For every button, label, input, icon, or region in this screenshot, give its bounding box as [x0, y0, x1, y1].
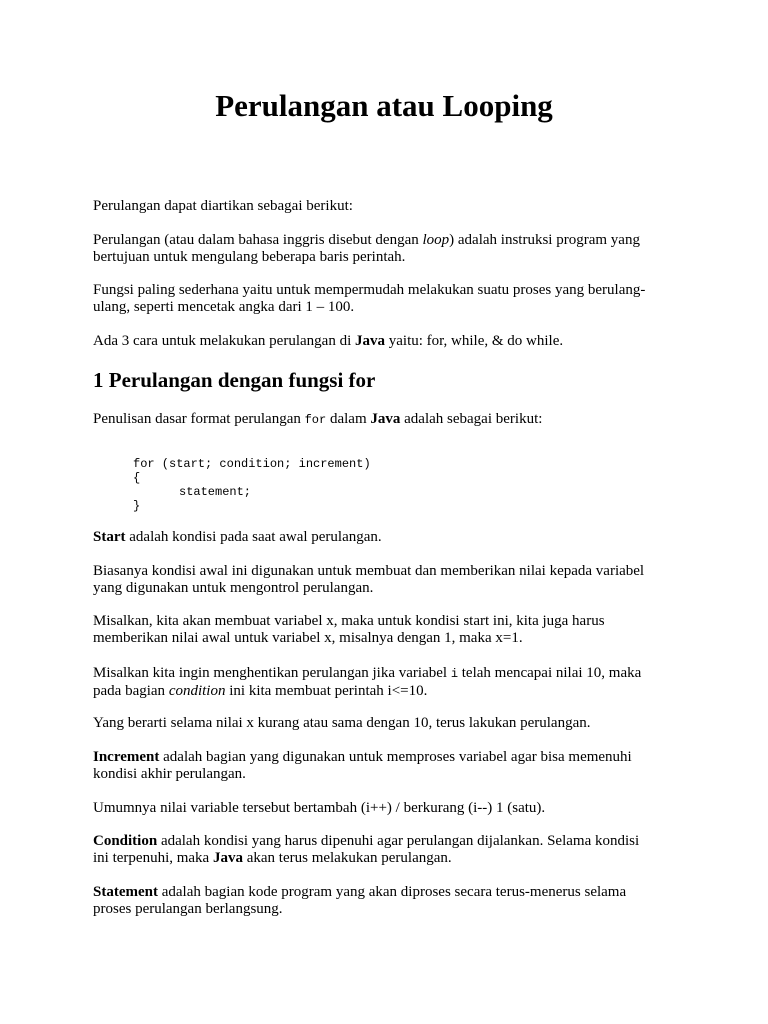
paragraph-line	[93, 749, 683, 766]
paragraph-three-ways	[93, 333, 683, 350]
code-line: statement;	[179, 485, 252, 499]
section-heading-for: 1 Perulangan dengan fungsi for	[93, 368, 376, 392]
text-run: telah mencapai nilai 10, maka	[458, 665, 642, 681]
paragraph-function	[93, 282, 683, 316]
paragraph-line	[93, 833, 683, 850]
paragraph-line: Misalkan, kita akan membuat variabel x, maka untuk kondisi start ini, kita juga harus	[93, 613, 605, 629]
text-run: Penulisan dasar format perulangan	[93, 411, 305, 427]
text-run: ini terpenuhi, maka	[93, 850, 213, 866]
bold-term-java: Java	[355, 333, 385, 349]
paragraph-line	[93, 232, 683, 249]
text-run: Misalkan kita ingin menghentikan perulangan jika variabel	[93, 665, 451, 681]
text-run: Ada 3 cara untuk melakukan perulangan di	[93, 333, 355, 349]
paragraph-stop-condition	[93, 665, 683, 700]
text-run: adalah sebagai berikut:	[400, 411, 543, 427]
bold-term-statement: Statement	[93, 884, 158, 900]
paragraph-line	[93, 665, 683, 683]
text-run: adalah kondisi pada saat awal perulangan.	[125, 529, 382, 545]
paragraph-text: Yang berarti selama nilai x kurang atau sama dengan 10, terus lakukan perulangan.	[93, 715, 591, 731]
text-run: Perulangan (atau dalam bahasa inggris disebut dengan	[93, 232, 423, 248]
bold-term-java: Java	[212, 850, 243, 866]
paragraph-meaning	[93, 715, 683, 732]
paragraph-condition	[93, 833, 683, 867]
paragraph-line: Fungsi paling sederhana yaitu untuk mempermudah melakukan suatu proses yang berulang-	[93, 282, 646, 298]
page-title: Perulangan atau Looping	[215, 88, 553, 123]
text-run: adalah bagian yang digunakan untuk memproses variabel agar bisa memenuhi	[159, 749, 632, 765]
text-run: dalam	[326, 411, 371, 427]
paragraph-line	[93, 683, 683, 700]
italic-term-loop: loop	[422, 232, 450, 248]
paragraph-increment	[93, 749, 683, 783]
code-term-for: for	[304, 413, 327, 427]
italic-term-condition: condition	[168, 683, 226, 699]
bold-term-condition: Condition	[93, 833, 158, 849]
paragraph-text: Umumnya nilai variable tersebut bertambah (i++) / berkurang (i--) 1 (satu).	[93, 800, 546, 816]
paragraph-example-x	[93, 613, 683, 647]
text-run: adalah bagian kode program yang akan diproses secara terus-menerus selama	[157, 884, 627, 900]
paragraph-definition	[93, 232, 683, 266]
paragraph-line: kondisi akhir perulangan.	[93, 766, 246, 782]
paragraph-line: Biasanya kondisi awal ini digunakan untuk membuat dan memberikan nilai kepada variabel	[93, 563, 645, 579]
paragraph-statement	[93, 884, 683, 918]
paragraph-line	[93, 850, 683, 867]
paragraph-line	[93, 884, 683, 901]
code-term-i: i	[450, 667, 459, 681]
paragraph-for-format	[93, 411, 683, 429]
text-run: pada bagian	[93, 683, 169, 699]
paragraph-initial-condition	[93, 563, 683, 597]
paragraph-intro	[93, 198, 683, 215]
bold-term-increment: Increment	[93, 749, 160, 765]
text-run: akan terus melakukan perulangan.	[242, 850, 452, 866]
bold-term-start: Start	[93, 529, 126, 545]
code-line: {	[133, 471, 141, 485]
text-run: adalah kondisi yang harus dipenuhi agar perulangan dijalankan. Selama kondisi	[157, 833, 640, 849]
paragraph-line: memberikan nilai awal untuk variabel x, misalnya dengan 1, maka x=1.	[93, 630, 523, 646]
paragraph-line: yang digunakan untuk mengontrol perulangan.	[93, 580, 374, 596]
paragraph-line: ulang, seperti mencetak angka dari 1 – 100.	[93, 299, 355, 315]
code-block	[133, 457, 371, 513]
paragraph-line: bertujuan untuk mengulang beberapa baris perintah.	[93, 249, 406, 265]
paragraph-text: Perulangan dapat diartikan sebagai berikut:	[93, 198, 353, 214]
paragraph-increment-values	[93, 800, 683, 817]
paragraph-line: proses perulangan berlangsung.	[93, 901, 283, 917]
bold-term-java: Java	[370, 411, 401, 427]
text-run: ini kita membuat perintah i<=10.	[225, 683, 428, 699]
text-run: yaitu: for, while, & do while.	[385, 333, 564, 349]
code-line: for (start; condition; increment)	[133, 457, 371, 471]
code-line: }	[133, 499, 141, 513]
text-run: ) adalah instruksi program yang	[449, 232, 640, 248]
paragraph-start	[93, 529, 683, 546]
